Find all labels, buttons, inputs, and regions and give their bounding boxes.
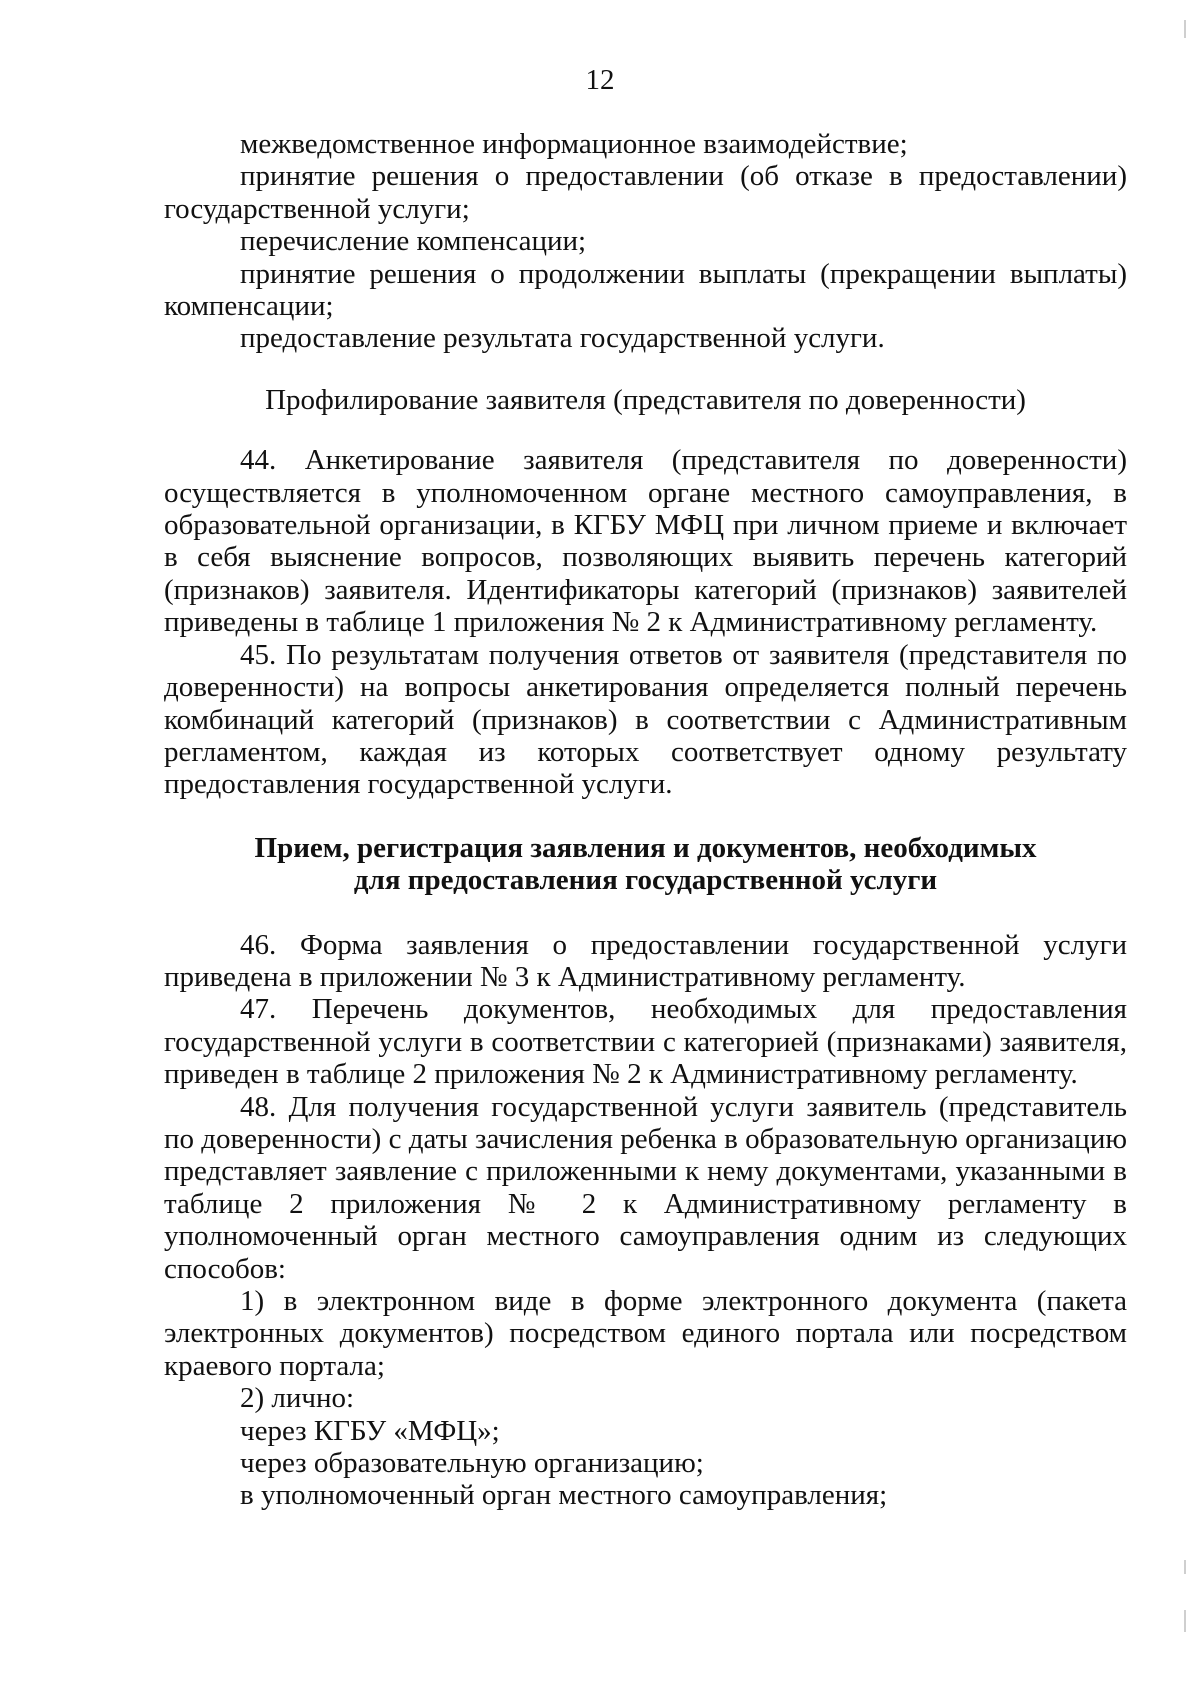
paragraph-47: 47. Перечень документов, необходимых для предоставления государственной услуги в соответствии с категорией (признаками) заявителя, приведен в таблице 2 приложения № 2 к Административному регламенту.	[164, 993, 1127, 1091]
section-profile	[164, 444, 1127, 800]
paragraph: принятие решения о продолжении выплаты (прекращении выплаты) компенсации;	[164, 257, 1127, 323]
section-heading-reception	[164, 832, 1127, 897]
section-heading-profile: Профилирование заявителя (представителя по доверенности)	[265, 383, 1026, 416]
section-top	[164, 128, 1127, 355]
paragraph-45: 45. По результатам получения ответов от заявителя (представителя по доверенности) на вопросы анкетирования определяется полный перечень комбинаций категорий (признаков) в соответствии с Административным регламентом, каждая из которых соответствует одному результату предоставления государственной услуги.	[164, 638, 1127, 801]
scan-artifact	[1184, 20, 1186, 38]
list-item: 2) лично:	[240, 1382, 355, 1415]
scan-artifact	[1184, 1610, 1186, 1632]
heading-line-2: для предоставления государственной услуги	[353, 864, 938, 897]
heading-line-1: Прием, регистрация заявления и документов, необходимых	[254, 831, 1037, 864]
list-item: через образовательную организацию;	[240, 1447, 704, 1480]
scan-artifact	[1184, 1560, 1186, 1574]
document-body	[164, 128, 1127, 1512]
paragraph-44: 44. Анкетирование заявителя (представителя по доверенности) осуществляется в уполномоченном органе местного самоуправления, в образовательной организации, в КГБУ МФЦ при личном приеме и включает в себя выяснение вопросов, позволяющих выявить перечень категорий (признаков) заявителя. Идентификаторы категорий (признаков) заявителей приведены в таблице 1 приложения № 2 к Административному регламенту.	[164, 444, 1127, 639]
list-item: через КГБУ «МФЦ»;	[240, 1414, 500, 1447]
paragraph-48: 48. Для получения государственной услуги заявитель (представитель по доверенности) с даты зачисления ребенка в образовательную организацию представляет заявление с приложенными к нему документами, указанными в таблице 2 приложения № 2 к Административному регламенту в уполномоченный орган местного самоуправления одним из следующих способов:	[164, 1090, 1127, 1285]
paragraph: перечисление компенсации;	[240, 225, 587, 258]
paragraph: принятие решения о предоставлении (об отказе в предоставлении) государственной услуги;	[164, 160, 1127, 225]
paragraph: межведомственное информационное взаимодействие;	[240, 128, 908, 160]
page-number: 12	[585, 64, 615, 96]
list-item: 1) в электронном виде в форме электронного документа (пакета электронных документов) посредством единого портала или посредством краевого портала;	[164, 1285, 1127, 1382]
section-reception	[164, 929, 1127, 1512]
paragraph: предоставление результата государственной услуги.	[240, 322, 885, 355]
paragraph-46: 46. Форма заявления о предоставлении государственной услуги приведена в приложении № 3 к Административному регламенту.	[164, 928, 1127, 993]
list-item: в уполномоченный орган местного самоуправления;	[240, 1479, 888, 1512]
